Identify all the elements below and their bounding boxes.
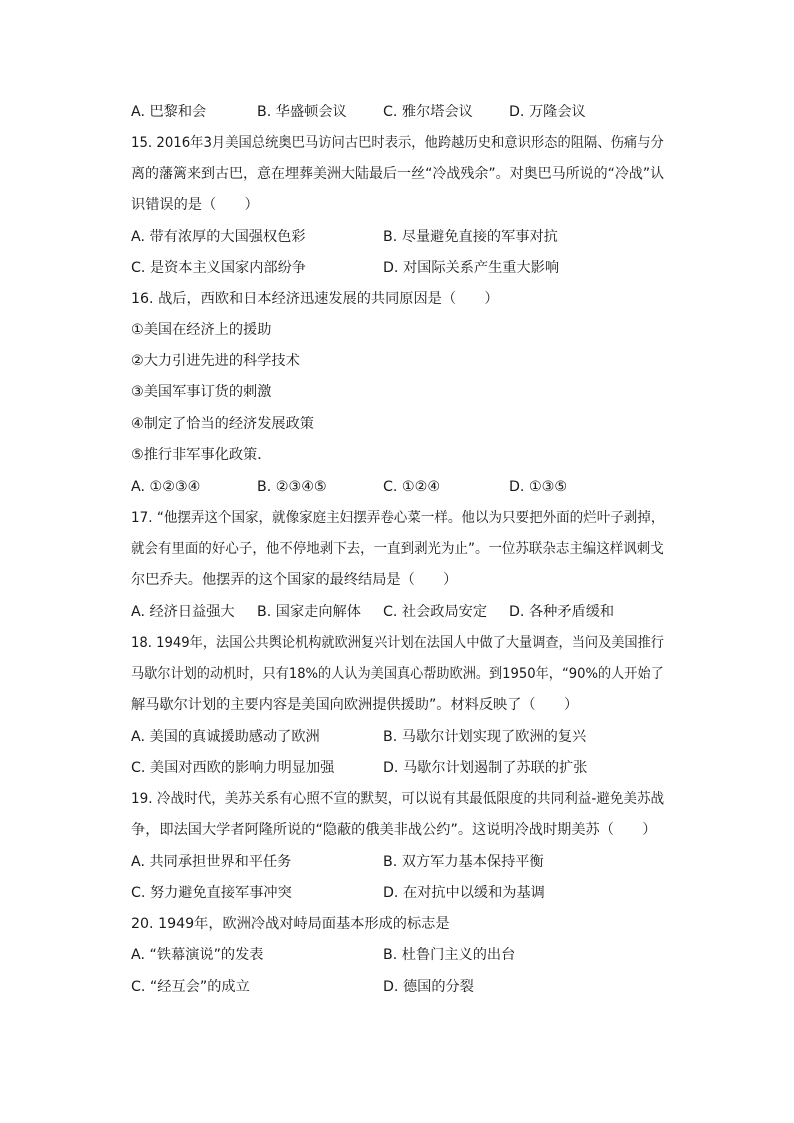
option-a: A. “铁幕演说”的发表 [131, 947, 264, 963]
option-a: A. 美国的真诚援助感动了欧洲 [131, 729, 320, 745]
question-16-stem: 16. 战后，西欧和日本经济迅速发展的共同原因是（ ） [131, 291, 499, 307]
option-b: B. 国家走向解体 [257, 604, 361, 620]
option-c: C. 美国对西欧的影响力明显加强 [131, 760, 335, 776]
option-d: D. 德国的分裂 [383, 979, 474, 995]
question-15-stem-line-1: 15. 2016年3月美国总统奥巴马访问古巴时表示，他跨越历史和意识形态的阻隔、伤痛与分 [131, 135, 664, 151]
option-d: D. 对国际关系产生重大影响 [383, 260, 560, 276]
option-d: D. 在对抗中以缓和为基调 [383, 885, 545, 901]
option-d: D. 万隆会议 [509, 104, 586, 120]
option-a: A. 带有浓厚的大国强权色彩 [131, 229, 306, 245]
option-c: C. 努力避免直接军事冲突 [131, 885, 292, 901]
option-c: C. “经互会”的成立 [131, 979, 250, 995]
option-b: B. 华盛顿会议 [257, 104, 347, 120]
option-b: B. 双方军力基本保持平衡 [383, 854, 544, 870]
question-18-stem-line-1: 18. 1949年，法国公共舆论机构就欧洲复兴计划在法国人中做了大量调查，当问及美国推行 [131, 635, 664, 651]
question-17-stem-line-1: 17. “他摆弄这个国家，就像家庭主妇摆弄卷心菜一样。他以为只要把外面的烂叶子剥掉， [131, 510, 665, 526]
option-b: B. 尽量避免直接的军事对抗 [383, 229, 558, 245]
question-16-item-3: ③美国军事订货的刺激 [131, 384, 272, 400]
question-19-stem-line-1: 19. 冷战时代，美苏关系有心照不宣的默契，可以说有其最低限度的共同利益-避免美苏战 [131, 791, 665, 807]
option-b: B. 马歇尔计划实现了欧洲的复兴 [383, 729, 587, 745]
option-a: A. 巴黎和会 [131, 104, 207, 120]
question-17-stem-line-2: 就会有里面的好心子，他不停地剥下去，一直到剥光为止”。一位苏联杂志主编这样讽刺戈 [131, 541, 664, 557]
question-16-item-2: ②大力引进先进的科学技术 [131, 353, 300, 369]
question-15-stem-line-2: 离的藩篱来到古巴，意在埋葬美洲大陆最后一丝“冷战残余”。对奥巴马所说的“冷战”认 [131, 166, 665, 182]
question-18-stem-line-3: 解马歇尔计划的主要内容是美国向欧洲提供援助”。材料反映了（ ） [131, 697, 579, 713]
option-b: B. 杜鲁门主义的出台 [383, 947, 516, 963]
option-c: C. ①②④ [383, 479, 441, 495]
option-c: C. 雅尔塔会议 [383, 104, 473, 120]
question-17-stem-line-3: 尔巴乔夫。他摆弄的这个国家的最终结局是（ ） [131, 572, 458, 588]
option-c: C. 社会政局安定 [383, 604, 488, 620]
option-b: B. ②③④⑤ [257, 479, 327, 495]
option-a: A. 共同承担世界和平任务 [131, 854, 292, 870]
option-a: A. ①②③④ [131, 479, 201, 495]
option-a: A. 经济日益强大 [131, 604, 235, 620]
question-19-stem-line-2: 争，即法国大学者阿隆所说的“隐蔽的俄美非战公约”。这说明冷战时期美苏（ ） [131, 822, 657, 838]
question-16-item-4: ④制定了恰当的经济发展政策 [131, 416, 314, 432]
option-d: D. ①③⑤ [509, 479, 568, 495]
option-d: D. 马歇尔计划遏制了苏联的扩张 [383, 760, 588, 776]
option-d: D. 各种矛盾缓和 [509, 604, 615, 620]
option-c: C. 是资本主义国家内部纷争 [131, 260, 306, 276]
question-16-item-1: ①美国在经济上的援助 [131, 322, 272, 338]
question-20-stem: 20. 1949年，欧洲冷战对峙局面基本形成的标志是 [131, 916, 450, 932]
question-15-stem-line-3: 识错误的是（ ） [131, 197, 259, 213]
question-18-stem-line-2: 马歇尔计划的动机时，只有18%的人认为美国真心帮助欧洲。到1950年，“90%的人开始了 [131, 666, 664, 682]
question-16-item-5: ⑤推行非军事化政策． [131, 447, 272, 463]
